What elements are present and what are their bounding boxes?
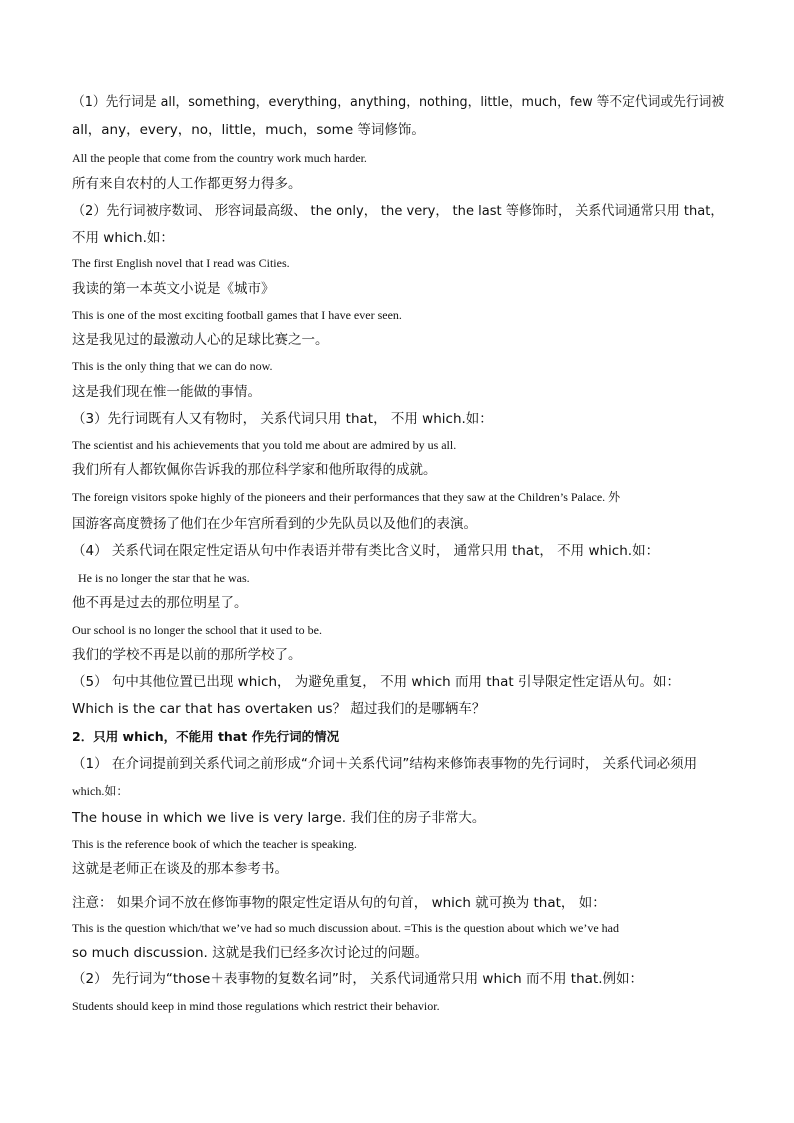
example-sentence: so much discussion. 这就是我们已经多次讨论过的问题。 — [72, 945, 429, 961]
section-heading: 2．只用 which，不能用 that 作先行词的情况 — [72, 729, 340, 744]
rule-which-1-line-1: （1） 在介词提前到关系代词之前形成“介词＋关系代词”结构来修饰表事物的先行词时， 关系代词必须用 — [72, 756, 698, 772]
note: 注意： 如果介词不放在修饰事物的限定性定语从句的句首， which 就可换为 that， 如： — [72, 895, 606, 911]
example-sentence: All the people that come from the country work much harder. — [72, 151, 367, 165]
rule-2-line-1: （2）先行词被序数词、 形容词最高级、 the only， the very， the last 等修饰时， 关系代词通常只用 that， — [72, 203, 724, 219]
translation: 我读的第一本英文小说是《城市》 — [72, 281, 275, 297]
example-sentence: He is no longer the star that he was. — [72, 571, 250, 585]
example-sentence: This is the only thing that we can do now. — [72, 359, 273, 373]
example-sentence: The scientist and his achievements that you told me about are admired by us all. — [72, 438, 457, 452]
example-sentence: This is the reference book of which the teacher is speaking. — [72, 837, 357, 851]
translation: 国游客高度赞扬了他们在少年宫所看到的少先队员以及他们的表演。 — [72, 516, 477, 532]
example-sentence: This is one of the most exciting football games that I have ever seen. — [72, 308, 402, 322]
rule-which-2: （2） 先行词为“those＋表事物的复数名词”时， 关系代词通常只用 which 而不用 that.例如： — [72, 971, 644, 987]
example-sentence: Our school is no longer the school that it used to be. — [72, 623, 322, 637]
translation: 所有来自农村的人工作都更努力得多。 — [72, 176, 302, 192]
example-sentence: The foreign visitors spoke highly of the pioneers and their performances that they saw at the Children’s Palace. 外 — [72, 490, 621, 504]
rule-which-1-line-2: which.如： — [72, 784, 129, 798]
translation: 我们所有人都钦佩你告诉我的那位科学家和他所取得的成就。 — [72, 462, 437, 478]
translation: 他不再是过去的那位明星了。 — [72, 595, 248, 611]
rule-1-line-2: all，any，every，no，little，much，some 等词修饰。 — [72, 122, 425, 138]
rule-2-line-2: 不用 which.如： — [72, 230, 174, 246]
translation: 这就是老师正在谈及的那本参考书。 — [72, 861, 288, 877]
rule-3: （3）先行词既有人又有物时， 关系代词只用 that， 不用 which.如： — [72, 411, 493, 427]
example-sentence: Students should keep in mind those regulations which restrict their behavior. — [72, 999, 440, 1013]
rule-5: （5） 句中其他位置已出现 which， 为避免重复， 不用 which 而用 that 引导限定性定语从句。如： — [72, 674, 680, 690]
rule-4: （4） 关系代词在限定性定语从句中作表语并带有类比含义时， 通常只用 that， 不用 which.如： — [72, 543, 660, 559]
translation: 我们的学校不再是以前的那所学校了。 — [72, 647, 302, 663]
example-sentence: The house in which we live is very large. 我们住的房子非常大。 — [72, 810, 486, 826]
translation: 这是我们现在惟一能做的事情。 — [72, 384, 261, 400]
translation: 这是我见过的最激动人心的足球比赛之一。 — [72, 332, 329, 348]
example-sentence: This is the question which/that we’ve had so much discussion about. =This is the question about which we’ve had — [72, 921, 620, 935]
example-sentence: The first English novel that I read was Cities. — [72, 256, 290, 270]
rule-1-line-1: （1）先行词是 all，something，everything，anything，nothing，little，much，few 等不定代词或先行词被 — [72, 94, 725, 110]
example-sentence: Which is the car that has overtaken us？ 超过我们的是哪辆车？ — [72, 701, 486, 717]
